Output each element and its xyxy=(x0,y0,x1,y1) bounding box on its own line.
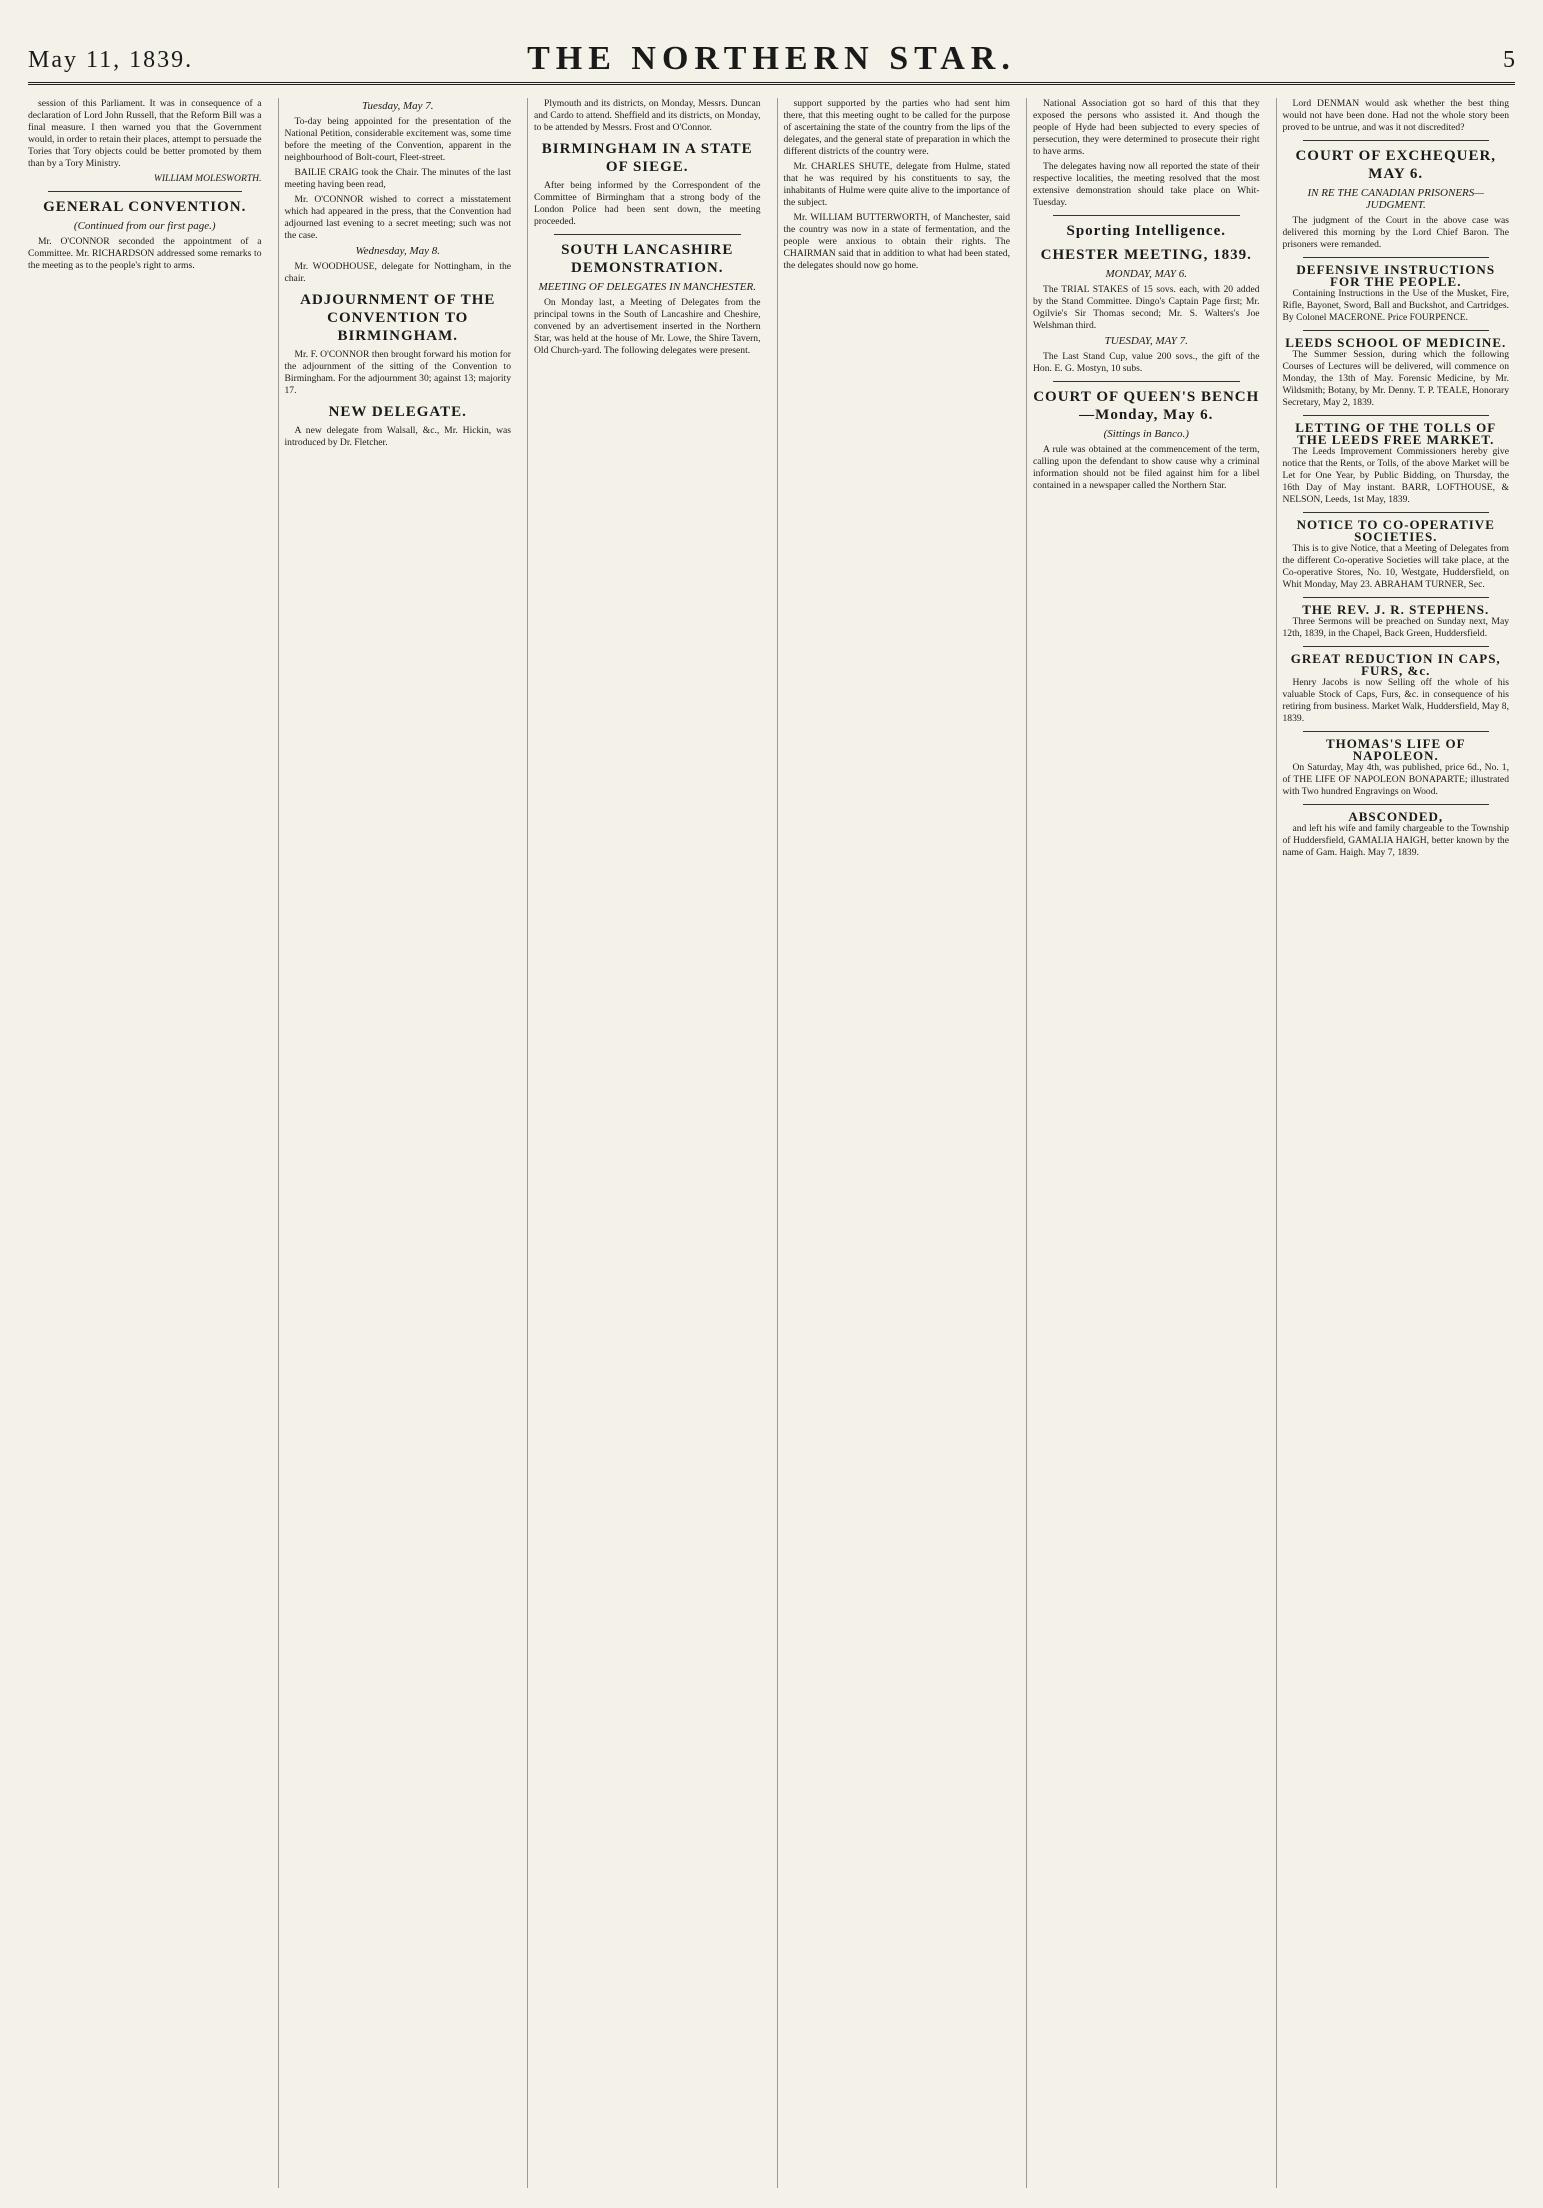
ad-text: The Leeds Improvement Commissioners hereby give notice that the Rents, or Tolls, of the above Market will be Let for One Year, by Public Bidding, on Thursday, the 16th Day of May instant. BARR, LOFTHOUSE, & NELSON, Leeds, 1st May, 1839. xyxy=(1282,446,1509,505)
article-heading: COURT OF QUEEN'S BENCH—Monday, May 6. xyxy=(1033,389,1260,423)
advertisement xyxy=(1283,422,1510,506)
divider xyxy=(1303,731,1490,732)
signature: WILLIAM MOLESWORTH. xyxy=(153,173,262,184)
article-subheading: Tuesday, May 7. xyxy=(362,100,434,112)
ad-text: Three Sermons will be preached on Sunday next, May 12th, 1839, in the Chapel, Back Green, Huddersfield. xyxy=(1282,616,1509,639)
article-heading: CHESTER MEETING, 1839. xyxy=(1040,247,1252,263)
article-paragraph: session of this Parliament. It was in consequence of a declaration of Lord John Russell, that the Reform Bill was a final measure. I then warned you that the Government would, in order to retain their places, attempt to persuade the Tories that Tory objects could be better promoted by them than by a Tory Ministry. xyxy=(28,98,262,169)
divider xyxy=(1303,415,1490,416)
article-paragraph: The delegates having now all reported the state of their respective localities, the meeting resolved that the most extensive demonstration should take place on Whit-Tuesday. xyxy=(1033,161,1260,208)
article-paragraph: Mr. WILLIAM BUTTERWORTH, of Manchester, said the country was now in a state of fermentation, and the people were anxious to obtain their rights. The CHAIRMAN said that in addition to what had been stated, the delegates should now go home. xyxy=(783,212,1010,271)
article-paragraph: Mr. F. O'CONNOR then brought forward his motion for the adjournment of the sitting of the Convention to Birmingham. For the adjournment 30; against 13; majority 17. xyxy=(284,349,511,396)
article-paragraph: National Association got so hard of this that they exposed the persons who assisted it. And though the people of Hyde had been subjected to every species of persecution, they were determined to prosecute their right to have arms. xyxy=(1033,98,1260,157)
article-paragraph: BAILIE CRAIG took the Chair. The minutes of the last meeting having been read, xyxy=(284,167,511,190)
divider xyxy=(1303,646,1490,647)
divider xyxy=(1303,257,1490,258)
column-1 xyxy=(28,98,268,2188)
article-subheading: TUESDAY, MAY 7. xyxy=(1104,335,1188,347)
ad-text: Containing Instructions in the Use of the Musket, Fire, Rifle, Bayonet, Sword, Ball and Buckshot, and Cartridges. By Colonel MACERONE. Price FOURPENCE. xyxy=(1282,288,1509,323)
article-paragraph: To-day being appointed for the presentation of the National Petition, considerable excitement was, some time before the meeting of the Convention, apparent in the neighbourhood of Bolt-court, Fleet-street. xyxy=(284,116,511,163)
column-6 xyxy=(1276,98,1516,2188)
column-3 xyxy=(527,98,767,2188)
ad-title: LETTING OF THE TOLLS OF THE LEEDS FREE MARKET. xyxy=(1295,420,1497,447)
divider xyxy=(554,234,741,235)
article-paragraph: The Last Stand Cup, value 200 sovs., the gift of the Hon. E. G. Mostyn, 10 subs. xyxy=(1033,351,1260,374)
article-heading: SOUTH LANCASHIRE DEMONSTRATION. xyxy=(561,242,734,276)
divider xyxy=(1303,512,1490,513)
advertisement xyxy=(1283,604,1510,640)
article-paragraph: On Monday last, a Meeting of Delegates from the principal towns in the South of Lancashire and Cheshire, convened by an advertisement inserted in the Northern Star, was held at the house of Mr. Lowe, the Shire Tavern, Old Church-yard. The following delegates were present. xyxy=(534,297,761,356)
divider xyxy=(1303,597,1490,598)
article-heading: GENERAL CONVENTION. xyxy=(43,199,247,215)
article-paragraph: Lord DENMAN would ask whether the best thing would not have been done. Had not the whole story been proved to be untrue, and was it not discredited? xyxy=(1282,98,1509,133)
ad-title: THOMAS'S LIFE OF NAPOLEON. xyxy=(1325,736,1466,763)
advertisement xyxy=(1283,738,1510,798)
divider xyxy=(48,191,242,192)
column-5 xyxy=(1026,98,1266,2188)
divider xyxy=(1303,330,1490,331)
ad-text: Henry Jacobs is now Selling off the whole of his valuable Stock of Caps, Furs, &c. in consequence of his retiring from business. Market Walk, Huddersfield, May 8, 1839. xyxy=(1282,677,1509,724)
ad-title: DEFENSIVE INSTRUCTIONS FOR THE PEOPLE. xyxy=(1296,262,1496,289)
article-paragraph: Mr. CHARLES SHUTE, delegate from Hulme, stated that he was required by his constituents to say, the inhabitants of Hulme were quite alive to the importance of the subject. xyxy=(783,161,1010,208)
masthead xyxy=(28,30,1515,85)
article-heading: NEW DELEGATE. xyxy=(328,404,467,420)
article-subheading: MONDAY, MAY 6. xyxy=(1105,268,1187,280)
section-heading: Sporting Intelligence. xyxy=(1066,223,1226,239)
article-subheading: MEETING OF DELEGATES IN MANCHESTER. xyxy=(538,281,756,293)
paper-title: THE NORTHERN STAR. xyxy=(527,40,1016,77)
divider xyxy=(1053,381,1240,382)
ad-title: LEEDS SCHOOL OF MEDICINE. xyxy=(1285,335,1507,350)
article-paragraph: After being informed by the Correspondent of the Committee of Birmingham that a strong body of the London Police had been sent down, the meeting proceeded. xyxy=(534,180,761,227)
article-subheading: (Continued from our first page.) xyxy=(73,220,216,232)
ad-text: This is to give Notice, that a Meeting of Delegates from the different Co-operative Societies will take place, at the Co-operative Stores, No. 10, Westgate, Huddersfield, on Whit Monday, May 23. ABRAHAM TURNER, Sec. xyxy=(1282,543,1509,590)
article-paragraph: Mr. WOODHOUSE, delegate for Nottingham, in the chair. xyxy=(284,261,511,284)
article-paragraph: Mr. O'CONNOR wished to correct a misstatement which had appeared in the press, that the Convention had adjourned last evening to a secret meeting; such was not the case. xyxy=(284,194,511,241)
article-paragraph: The judgment of the Court in the above case was delivered this morning by the Lord Chief Baron. The prisoners were remanded. xyxy=(1282,215,1509,250)
article-paragraph: The TRIAL STAKES of 15 sovs. each, with 20 added by the Stand Committee. Dingo's Captain Page first; Mr. Ogilvie's Sir Thomas second; Mr. S. Walters's Joe Welshman third. xyxy=(1033,284,1260,331)
article-paragraph: Mr. O'CONNOR seconded the appointment of a Committee. Mr. RICHARDSON addressed some remarks to the meeting as to the people's right to arms. xyxy=(28,236,262,271)
ad-text: The Summer Session, during which the following Courses of Lectures will be delivered, will commence on Monday, the 13th of May. Forensic Medicine, by Mr. Wildsmith; Botany, by Mr. Denny. T. P. TEALE, Honorary Secretary, May 2, 1839. xyxy=(1282,349,1509,408)
article-subheading: Wednesday, May 8. xyxy=(355,245,441,257)
advertisement xyxy=(1283,811,1510,859)
ad-title: NOTICE TO CO-OPERATIVE SOCIETIES. xyxy=(1296,517,1495,544)
ad-title: GREAT REDUCTION IN CAPS, FURS, &c. xyxy=(1290,651,1501,678)
issue-date: May 11, 1839. xyxy=(28,47,194,73)
article-subheading: IN RE THE CANADIAN PRISONERS—JUDGMENT. xyxy=(1307,187,1485,211)
ad-text: On Saturday, May 4th, was published, price 6d., No. 1, of THE LIFE OF NAPOLEON BONAPARTE; illustrated with Two hundred Engravings on Wood. xyxy=(1282,762,1509,797)
article-heading: COURT OF EXCHEQUER, MAY 6. xyxy=(1295,148,1497,182)
page-number: 5 xyxy=(1503,47,1515,73)
divider xyxy=(1053,215,1240,216)
divider xyxy=(1303,804,1490,805)
article-heading: ADJOURNMENT OF THE CONVENTION TO BIRMINGHAM. xyxy=(300,292,496,344)
article-paragraph: A new delegate from Walsall, &c., Mr. Hickin, was introduced by Dr. Fletcher. xyxy=(284,425,511,448)
article-paragraph: Plymouth and its districts, on Monday, Messrs. Duncan and Cardo to attend. Sheffield and its districts, on Monday, to be attended by Messrs. Frost and O'Connor. xyxy=(534,98,761,133)
columns xyxy=(28,98,1515,2188)
ad-title: THE REV. J. R. STEPHENS. xyxy=(1302,602,1490,617)
article-heading: BIRMINGHAM IN A STATE OF SIEGE. xyxy=(541,141,753,175)
article-subheading: (Sittings in Banco.) xyxy=(1103,428,1189,440)
divider xyxy=(1303,140,1490,141)
article-paragraph: A rule was obtained at the commencement of the term, calling upon the defendant to show cause why a criminal information should not be filed against him for a libel contained in a newspaper called the Northern Star. xyxy=(1033,444,1260,491)
article-paragraph: support supported by the parties who had sent him there, that this meeting ought to be called for the purpose of ascertaining the state of the country from the lips of the delegates, and the general state of preparation in which the different districts of the country were. xyxy=(783,98,1010,157)
ad-title: ABSCONDED, xyxy=(1348,809,1444,824)
advertisement xyxy=(1283,337,1510,409)
column-4 xyxy=(777,98,1017,2188)
column-2 xyxy=(278,98,518,2188)
advertisement xyxy=(1283,519,1510,591)
advertisement xyxy=(1283,653,1510,725)
ad-text: and left his wife and family chargeable to the Township of Huddersfield, GAMALIA HAIGH, better known by the name of Gam. Haigh. May 7, 1839. xyxy=(1282,823,1509,858)
advertisement xyxy=(1283,264,1510,324)
